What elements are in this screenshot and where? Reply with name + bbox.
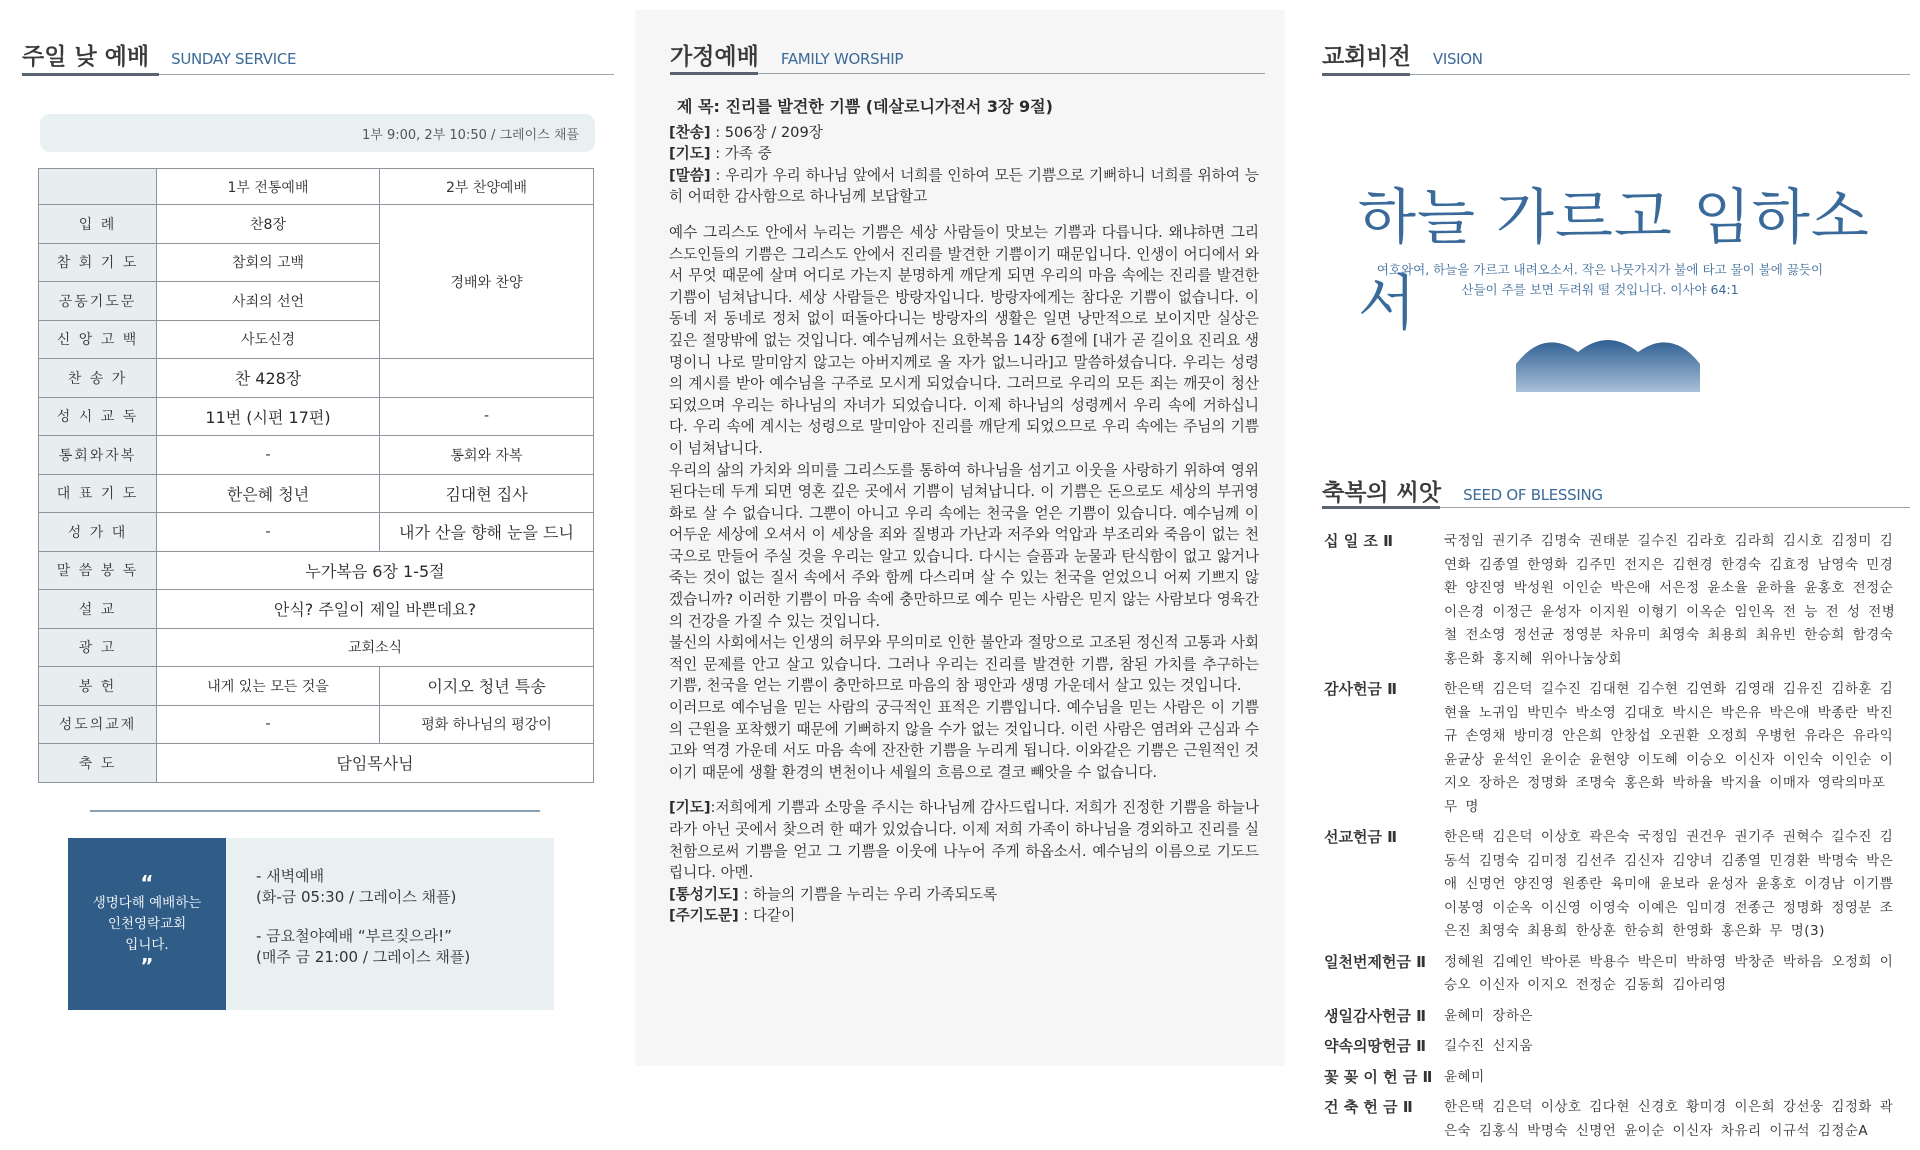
row-value: 참회의 고백 [157, 243, 380, 282]
table-row [39, 628, 594, 667]
slogan-line: 입니다. [125, 936, 169, 953]
offering-names: 정혜원 김예인 박아론 박용수 박은미 박하영 박창준 박하음 오정희 이승오 이신자 이지오 전정순 김동희 김아리영 [1444, 953, 1894, 993]
offering-names: 윤혜미 장하은 [1444, 1007, 1534, 1024]
row-value: - [157, 436, 380, 475]
sunday-service-title: 주일 낮 예배 [22, 44, 150, 70]
row-label: 신 앙 고 백 [39, 320, 157, 359]
row-label: 찬 송 가 [39, 359, 157, 398]
verse-line: 여호와여, 하늘을 가르고 내려오소서. 작은 나뭇가지가 불에 타고 물이 불에 끓듯이 [1376, 262, 1824, 277]
word-line [669, 165, 1259, 208]
hymn-value: : 506장 / 209장 [715, 123, 823, 141]
worship-order-table [38, 168, 594, 783]
vision-header [1322, 38, 1483, 71]
close-quote: ” [140, 953, 154, 978]
word-label: [말씀] [669, 166, 711, 184]
header-rule-accent [670, 72, 758, 75]
header-blank [39, 169, 157, 205]
row-label: 성도의교제 [39, 705, 157, 744]
closing-prayer [669, 797, 1259, 883]
lords-prayer-text: : 다같이 [743, 907, 796, 925]
slogan-box [68, 838, 226, 1010]
dawn-service-title: - 새벽예배 [256, 867, 325, 885]
list-item [1324, 678, 1904, 819]
table-row [39, 667, 594, 706]
row-label: 참 회 기 도 [39, 243, 157, 282]
header-rule-accent [1322, 506, 1440, 509]
offering-type: 꽃 꽂 이 헌 금 Ⅱ [1324, 1067, 1433, 1086]
vision-title: 교회비전 [1322, 44, 1411, 70]
word-value: : 우리가 우리 하나님 앞에서 너희를 인하여 모든 기쁨으로 기뻐하니 너희를 위하여 능히 어떠한 감사함으로 하나님께 보답할고 [669, 166, 1260, 206]
hymn-line [669, 122, 1259, 144]
list-item [1324, 1035, 1904, 1059]
sermon-subject: 제 목: 진리를 발견한 기쁨 (데살로니가전서 3장 9절) [677, 97, 1053, 116]
prayer-value: : 가족 중 [715, 145, 772, 163]
row-value: 한은혜 청년 [157, 474, 380, 513]
vision-slogan: 하늘 가르고 임하소서 [1358, 183, 1870, 339]
list-item [1324, 951, 1904, 998]
slogan-line: 인천영락교회 [107, 915, 187, 932]
blessing-list [1324, 530, 1904, 1150]
hymn-label: [찬송] [669, 123, 711, 141]
row-label: 대 표 기 도 [39, 474, 157, 513]
meditation-paragraph: 불신의 사회에서는 인생의 허무와 무의미로 인한 불안과 절망으로 고조된 정신적 고통과 사회적인 문제를 안고 살고 있습니다. 그러나 우리는 진리를 발견한 기쁨, 참된 가치를 추구하는 기쁨, 천국을 얻는 기쁨이 충만하므로 마음의 참 평안과 생명 가운데서 살고 있는 것입니다. [669, 634, 1259, 695]
row-value-2: - [380, 397, 594, 436]
table-row [39, 359, 594, 398]
lords-prayer [669, 905, 1259, 927]
row-label: 입 례 [39, 205, 157, 244]
row-value-span: 안식? 주일이 제일 바쁜데요? [157, 590, 594, 629]
row-label: 통회와자복 [39, 436, 157, 475]
offering-type: 십 일 조 Ⅱ [1324, 532, 1394, 550]
offering-type: 선교헌금 Ⅱ [1324, 828, 1398, 846]
row-label: 성 가 대 [39, 513, 157, 552]
meditation-paragraph: 우리의 삶의 가치와 의미를 그리스도를 통하여 하나님을 섬기고 이웃을 사랑하기 위하여 영위된다는데 두게 되면 영혼 깊은 곳에서 기쁨이 넘쳐납니다. 이 기쁨은 돈으로도 세상의 부귀영화로 살 수 없습니다. 그뿐이 아니고 우리 속에는 천국을 얻은 기쁨이 있습니다. 예수님께 이 어두운 세상에 오셔서 이 세상을 죄와 질병과 가난과 저주와 억압과 부조리와 죽음이 없는 천국으로 만들어 주실 것을 우리는 알고 있습니다. 다시는 슬픔과 눈물과 탄식함이 없고 앓거나 죽는 것이 없는 질서 속에서 주와 함께 다스리며 살 수 있는 천국을 얻었으니 어찌 기쁘지 않겠습니까? 이러한 기쁨이 마음 속에 충만하므로 예수 믿는 사람은 믿지 않는 사람보다 영육간의 건강을 가질 수 있는 것입니다. [669, 461, 1259, 630]
vision-title-en: VISION [1432, 50, 1483, 68]
row-value: 찬 428장 [157, 359, 380, 398]
table-header-row [39, 169, 594, 205]
common-prayer [669, 884, 1259, 906]
table-row [39, 436, 594, 475]
family-worship-title-en: FAMILY WORSHIP [780, 50, 904, 68]
family-worship-section [635, 10, 1285, 1066]
dawn-service-time: (화-금 05:30 / 그레이스 채플) [256, 888, 457, 906]
open-quote: “ [140, 870, 154, 895]
common-prayer-text: : 하늘의 기쁨을 누리는 우리 가족되도록 [743, 885, 998, 903]
verse-line: 산들이 주를 보면 두려워 떨 것입니다. 이사야 64:1 [1461, 282, 1739, 297]
family-worship-body [669, 96, 1259, 927]
offering-type: 생일감사헌금 Ⅱ [1324, 1006, 1427, 1025]
blessing-title: 축복의 씨앗 [1322, 480, 1442, 506]
sunday-service-title-en: SUNDAY SERVICE [171, 50, 297, 68]
table-row [39, 551, 594, 590]
row-label: 성 시 교 독 [39, 397, 157, 436]
offering-names: 한은택 김은덕 이상호 김다현 신경호 황미경 이은희 강선웅 김정화 곽은숙 김홍식 박명숙 신명언 윤이순 이신자 차유리 이규석 김정순A [1444, 1099, 1894, 1139]
table-row [39, 513, 594, 552]
prayer-label: [기도] [669, 145, 711, 163]
row-value-span: 누가복음 6장 1-5절 [157, 551, 594, 590]
row-value: - [157, 705, 380, 744]
slogan-line: 생명다해 예배하는 [92, 894, 202, 911]
family-worship-header [670, 38, 903, 71]
friday-service-time: (매주 금 21:00 / 그레이스 채플) [256, 948, 471, 966]
row-value: 11번 (시편 17편) [157, 397, 380, 436]
offering-names: 윤혜미 [1444, 1068, 1485, 1085]
list-item [1324, 530, 1904, 671]
table-row [39, 705, 594, 744]
col2-header: 2부 찬양예배 [380, 169, 594, 205]
common-prayer-label: [통성기도] [669, 885, 739, 903]
row-label: 봉 헌 [39, 667, 157, 706]
sunday-service-header [22, 38, 296, 71]
row-value: 찬8장 [157, 205, 380, 244]
meditation-paragraph: 이러므로 예수님을 믿는 사람의 궁극적인 표적은 기쁨입니다. 예수님을 믿는 사람은 이 기쁨의 근원을 포착했기 때문에 기뻐하지 않을 수가 없는 것입니다. 이런 사람은 염려와 근심과 수고와 역경 가운데 서도 마음 속에 잔잔한 기쁨을 누리게 됩니다. 이와같은 기쁨은 근원적인 것이기 때문에 생활 환경의 변천이나 세월의 흐름으로 결코 빼앗을 수 없습니다. [669, 699, 1259, 781]
worship-notice-card [68, 838, 554, 1010]
header-rule-accent [22, 73, 159, 76]
row-value-2 [380, 359, 594, 398]
row-value: 사죄의 선언 [157, 282, 380, 321]
table-row [39, 397, 594, 436]
row-value-2: 평화 하나님의 평강이 [380, 705, 594, 744]
table-row [39, 474, 594, 513]
friday-service-title: - 금요철야예배 “부르짖으라!” [256, 927, 452, 945]
header-rule-accent [1322, 73, 1410, 76]
hills-icon [1516, 336, 1700, 392]
offering-names: 한은택 김은덕 길수진 김대현 김수현 김연화 김영래 김유진 김하훈 김현율 노귀임 박민수 박소영 김대호 박시은 박은유 박은애 박종란 박진규 손영채 방미경 안은희 안창섭 오권환 오정희 우병헌 유라은 유라익 윤균상 윤석인 윤이순 윤현양 이도혜 이승오 이신자 이인숙 이인순 이지오 장하은 정명화 조명숙 홍은화 박하율 박지율 이매자 영락의마포 무 명 [1444, 681, 1894, 815]
row-label: 공동기도문 [39, 282, 157, 321]
closing-prayer-text: :저희에게 기쁨과 소망을 주시는 하나님께 감사드립니다. 저희가 진정한 기쁨을 하늘나라가 아닌 곳에서 찾으려 한 때가 있었습니다. 이제 저희 가족이 하나님을 경외하고 진리를 실천함으로써 기쁨을 얻고 그 기쁨을 이웃에 나누어 주게 하옵소서. 예수님의 이름으로 기도드립니다. 아멘. [669, 799, 1259, 882]
offering-names: 길수진 신지움 [1444, 1038, 1534, 1054]
col1-header: 1부 전통예배 [157, 169, 380, 205]
row-value: - [157, 513, 380, 552]
list-item [1324, 826, 1904, 944]
offering-names: 한은택 김은덕 이상호 곽은숙 국정임 권건우 권기주 권혁수 길수진 김동석 김명숙 김미정 김선주 김신자 김양녀 김종열 민경환 박명숙 박은애 신명언 양진영 원종란 육미애 윤보라 윤성자 윤홍호 이경남 이기쁨 이봉영 이순옥 이신영 이영숙 이예은 임미경 전종근 정명화 정영분 조은진 최영숙 최용희 한상훈 한승희 한영화 홍은화 무 명(3) [1444, 829, 1894, 939]
table-row [39, 205, 594, 244]
offering-type: 약속의땅헌금 Ⅱ [1324, 1037, 1427, 1055]
row-value-2: 통회와 자복 [380, 436, 594, 475]
sunday-service-section [0, 0, 630, 1066]
row-value-span: 교회소식 [157, 628, 594, 667]
table-row [39, 590, 594, 629]
blessing-title-en: SEED OF BLESSING [1463, 486, 1603, 504]
row-label: 설 교 [39, 590, 157, 629]
row-label: 축 도 [39, 744, 157, 783]
row-value-span: 담임목사님 [157, 744, 594, 783]
offering-names: 국정임 권기주 김명숙 권태분 길수진 김라호 김라희 김시호 김정미 김연화 김종열 한영화 김주민 전지은 김현경 한경숙 김효정 남영숙 민경환 양진영 박성원 이인순 박은애 서은정 윤소율 윤하율 윤홍호 전정순 이은경 이정근 윤성자 이지원 이형기 이옥순 임인옥 전 능 전 성 전병철 전소영 정선균 정영분 차유미 최영숙 최용희 최유빈 한승희 함경숙 홍은화 홍지혜 위아나눔상회 [1444, 533, 1896, 667]
list-item [1324, 1096, 1904, 1143]
header-rule [670, 73, 1265, 74]
closing-prayer-label: [기도] [669, 799, 711, 817]
row-value: 사도신경 [157, 320, 380, 359]
offering-type: 일천번제헌금 Ⅱ [1324, 952, 1427, 971]
vision-verse [1300, 260, 1900, 300]
service-time-bar: 1부 9:00, 2부 10:50 / 그레이스 채플 [40, 114, 595, 152]
lords-prayer-label: [주기도문] [669, 907, 739, 925]
merged-cell: 경배와 찬양 [380, 205, 594, 359]
row-label: 말 씀 봉 독 [39, 551, 157, 590]
divider [90, 810, 540, 812]
meditation-paragraph: 예수 그리스도 안에서 누리는 기쁨은 세상 사람들이 맛보는 기쁨과 다릅니다. 왜냐하면 그리스도인들의 기쁨은 그리스도 안에서 진리를 발견한 기쁨이기 때문입니다. 인생이 어디에서 와서 무엇 때문에 살며 어디로 가는지 분명하게 깨닫게 되면 우리의 마음 속에는 진리를 발견한 기쁨이 넘쳐납니다. 세상 사람들은 방랑자입니다. 방랑자에게는 참다운 기쁨이 없습니다. 이 동네 저 동네로 정처 없이 떠돌아다니는 방랑자의 생활은 일면 낭만적으로 보이지만 실상은 깊은 절망밖에 없는 것입니다. 예수님께서는 요한복음 14장 6절에 [내가 곧 길이요 진리요 생명이니 나로 말미암지 않고는 아버지께로 올 자가 없느니라]고 말씀하셨습니다. 우리는 성령의 계시를 받아 예수님을 구주로 모시게 되었습니다. 그러므로 우리의 모든 죄는 깨끗이 청산되었으며 우리는 하나님의 자녀가 되었습니다. 이제 하나님의 성령께서 우리 속에 거하십니다. 우리 속에 계시는 성령으로 말미암아 진리를 깨닫게 되었으므로 우리 속에는 주님의 기쁨이 넘쳐납니다. [669, 223, 1259, 457]
offering-type: 건 축 헌 금 Ⅱ [1324, 1098, 1413, 1116]
blessing-header [1322, 474, 1603, 507]
row-value-2: 내가 산을 향해 눈을 드니 [380, 513, 594, 552]
list-item [1324, 1005, 1904, 1029]
row-label: 광 고 [39, 628, 157, 667]
offering-type: 감사헌금 Ⅱ [1324, 680, 1398, 698]
service-schedule [226, 838, 554, 1010]
header-rule [1322, 74, 1910, 75]
table-row [39, 744, 594, 783]
prayer-line [669, 143, 1259, 165]
family-worship-title: 가정예배 [670, 44, 759, 70]
row-value: 내게 있는 모든 것을 [157, 667, 380, 706]
row-value-2: 김대현 집사 [380, 474, 594, 513]
row-value-2: 이지오 청년 특송 [380, 667, 594, 706]
list-item [1324, 1066, 1904, 1090]
